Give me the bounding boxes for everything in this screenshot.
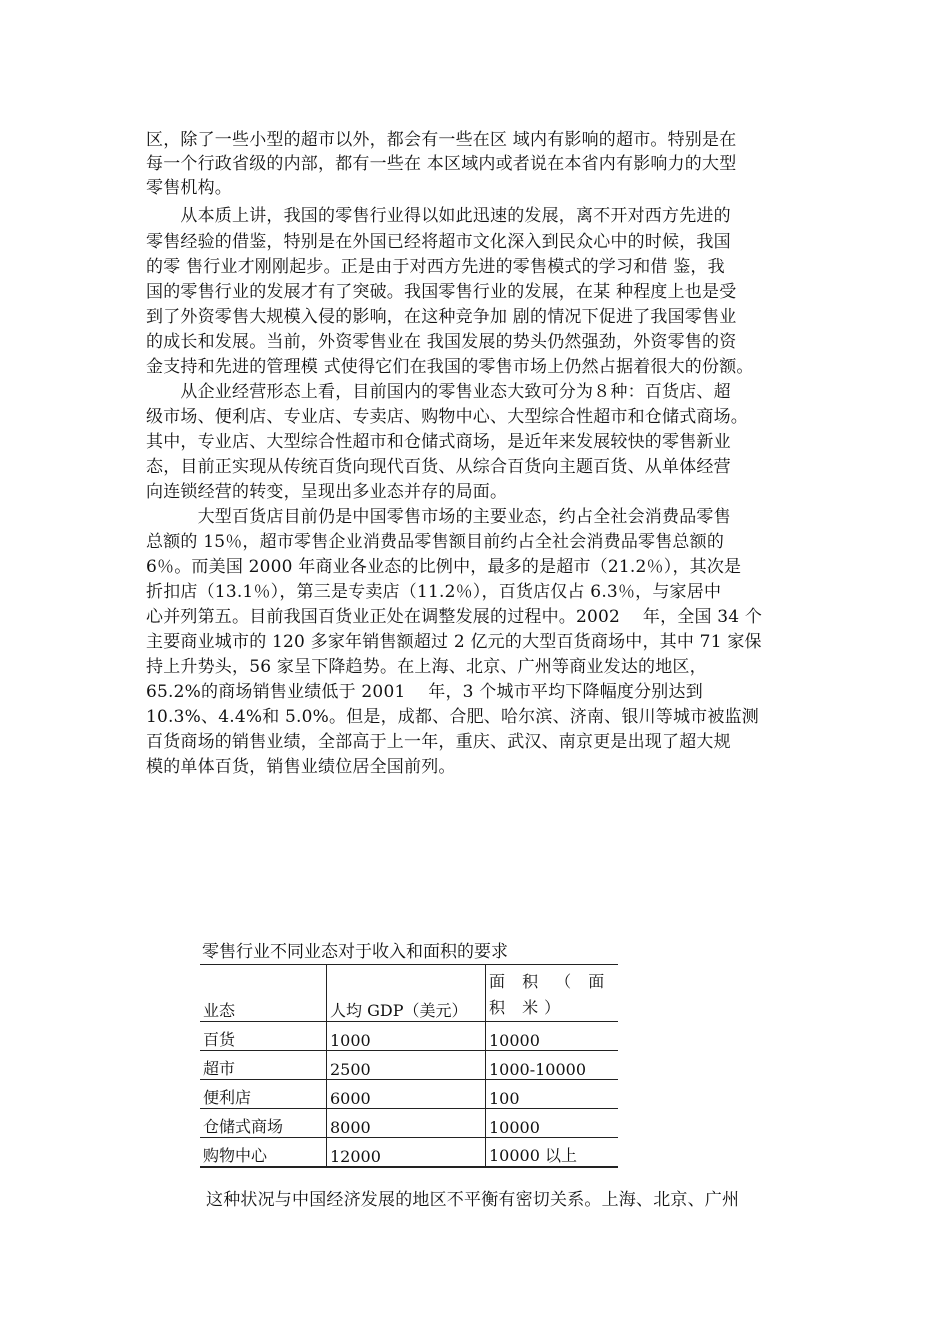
table-caption: 零售行业不同业态对于收入和面积的要求	[202, 942, 508, 962]
text-line: 其中，专业店、大型综合性超市和仓储式商场，是近年来发展较快的零售新业	[146, 432, 731, 452]
text-line: 大型百货店目前仍是中国零售市场的主要业态，约占全社会消费品零售	[146, 507, 731, 527]
text-line: 主要商业城市的 120 多家年销售额超过 2 亿元的大型百货商场中，其中 71 家保	[146, 632, 762, 652]
business-format-table	[200, 964, 618, 1168]
text-line: 百货商场的销售业绩，全部高于上一年，重庆、武汉、南京更是出现了超大规	[146, 732, 731, 752]
text-line: 零售机构。	[146, 178, 232, 198]
footer-text-line: 这种状况与中国经济发展的地区不平衡有密切关系。上海、北京、广州	[206, 1190, 740, 1210]
cell-area: 10000 以上	[486, 1138, 619, 1168]
cell-format: 仓储式商场	[200, 1109, 327, 1138]
text-line: 国的零售行业的发展才有了突破。我国零售行业的发展，在某 种程度上也是受	[146, 282, 737, 302]
text-line: 的零 售行业才刚刚起步。正是由于对西方先进的零售模式的学习和借 鉴，我	[146, 257, 725, 277]
text-line: 总额的 15％，超市零售企业消费品零售额目前约占全社会消费品零售总额的	[146, 532, 725, 552]
cell-gdp: 1000	[327, 1022, 486, 1051]
table-row	[200, 1022, 618, 1051]
cell-format: 购物中心	[200, 1138, 327, 1168]
header-cell-gdp: 人均 GDP（美元）	[327, 965, 486, 1022]
cell-gdp: 12000	[327, 1138, 486, 1168]
text-line: 的成长和发展。当前，外资零售业在 我国发展的势头仍然强劲，外资零售的资	[146, 332, 737, 352]
text-line: 向连锁经营的转变，呈现出多业态并存的局面。	[146, 482, 508, 502]
cell-format: 超市	[200, 1051, 327, 1080]
table-row	[200, 1109, 618, 1138]
cell-area: 100	[486, 1080, 619, 1109]
text-line: 从企业经营形态上看，目前国内的零售业态大致可分为８种：百货店、超	[146, 382, 731, 402]
table-header-row	[200, 965, 618, 1022]
text-line: 10.3%、4.4%和 5.0%。但是，成都、合肥、哈尔滨、济南、银川等城市被监测	[146, 707, 759, 727]
header-cell-area: 面 积 （ 面 积 米）	[486, 965, 619, 1022]
text-line: 从本质上讲，我国的零售行业得以如此迅速的发展，离不开对西方先进的	[146, 206, 731, 226]
text-line: 到了外资零售大规模入侵的影响，在这种竞争加 剧的情况下促进了我国零售业	[146, 307, 737, 327]
text-line: 每一个行政省级的内部，都有一些在 本区域内或者说在本省内有影响力的大型	[146, 154, 737, 174]
table-row	[200, 1051, 618, 1080]
cell-gdp: 8000	[327, 1109, 486, 1138]
text-line: 65.2%的商场销售业绩低于 2001 年，3 个城市平均下降幅度分别达到	[146, 682, 703, 702]
text-line: 心并列第五。目前我国百货业正处在调整发展的过程中。2002 年，全国 34 个	[146, 607, 763, 627]
cell-gdp: 2500	[327, 1051, 486, 1080]
text-line: 区，除了一些小型的超市以外，都会有一些在区 域内有影响的超市。特别是在	[146, 130, 737, 150]
cell-area: 1000-10000	[486, 1051, 619, 1080]
text-line: 级市场、便利店、专业店、专卖店、购物中心、大型综合性超市和仓储式商场。	[146, 407, 748, 427]
text-line: 模的单体百货，销售业绩位居全国前列。	[146, 757, 456, 777]
table-row	[200, 1138, 618, 1168]
header-cell-format: 业态	[200, 965, 327, 1022]
cell-gdp: 6000	[327, 1080, 486, 1109]
cell-format: 便利店	[200, 1080, 327, 1109]
text-line: 零售经验的借鉴，特别是在外国已经将超市文化深入到民众心中的时候，我国	[146, 232, 731, 252]
text-line: 金支持和先进的管理模 式使得它们在我国的零售市场上仍然占据着很大的份额。	[146, 357, 754, 377]
cell-area: 10000	[486, 1022, 619, 1051]
table-row	[200, 1080, 618, 1109]
cell-area: 10000	[486, 1109, 619, 1138]
text-line: 态，目前正实现从传统百货向现代百货、从综合百货向主题百货、从单体经营	[146, 457, 731, 477]
text-line: 持上升势头，56 家呈下降趋势。在上海、北京、广州等商业发达的地区，	[146, 657, 707, 677]
cell-format: 百货	[200, 1022, 327, 1051]
text-line: 6％。而美国 2000 年商业各业态的比例中，最多的是超市（21.2％），其次是	[146, 557, 742, 577]
text-line: 折扣店（13.1％），第三是专卖店（11.2％），百货店仅占 6.3％，与家居中	[146, 582, 722, 602]
